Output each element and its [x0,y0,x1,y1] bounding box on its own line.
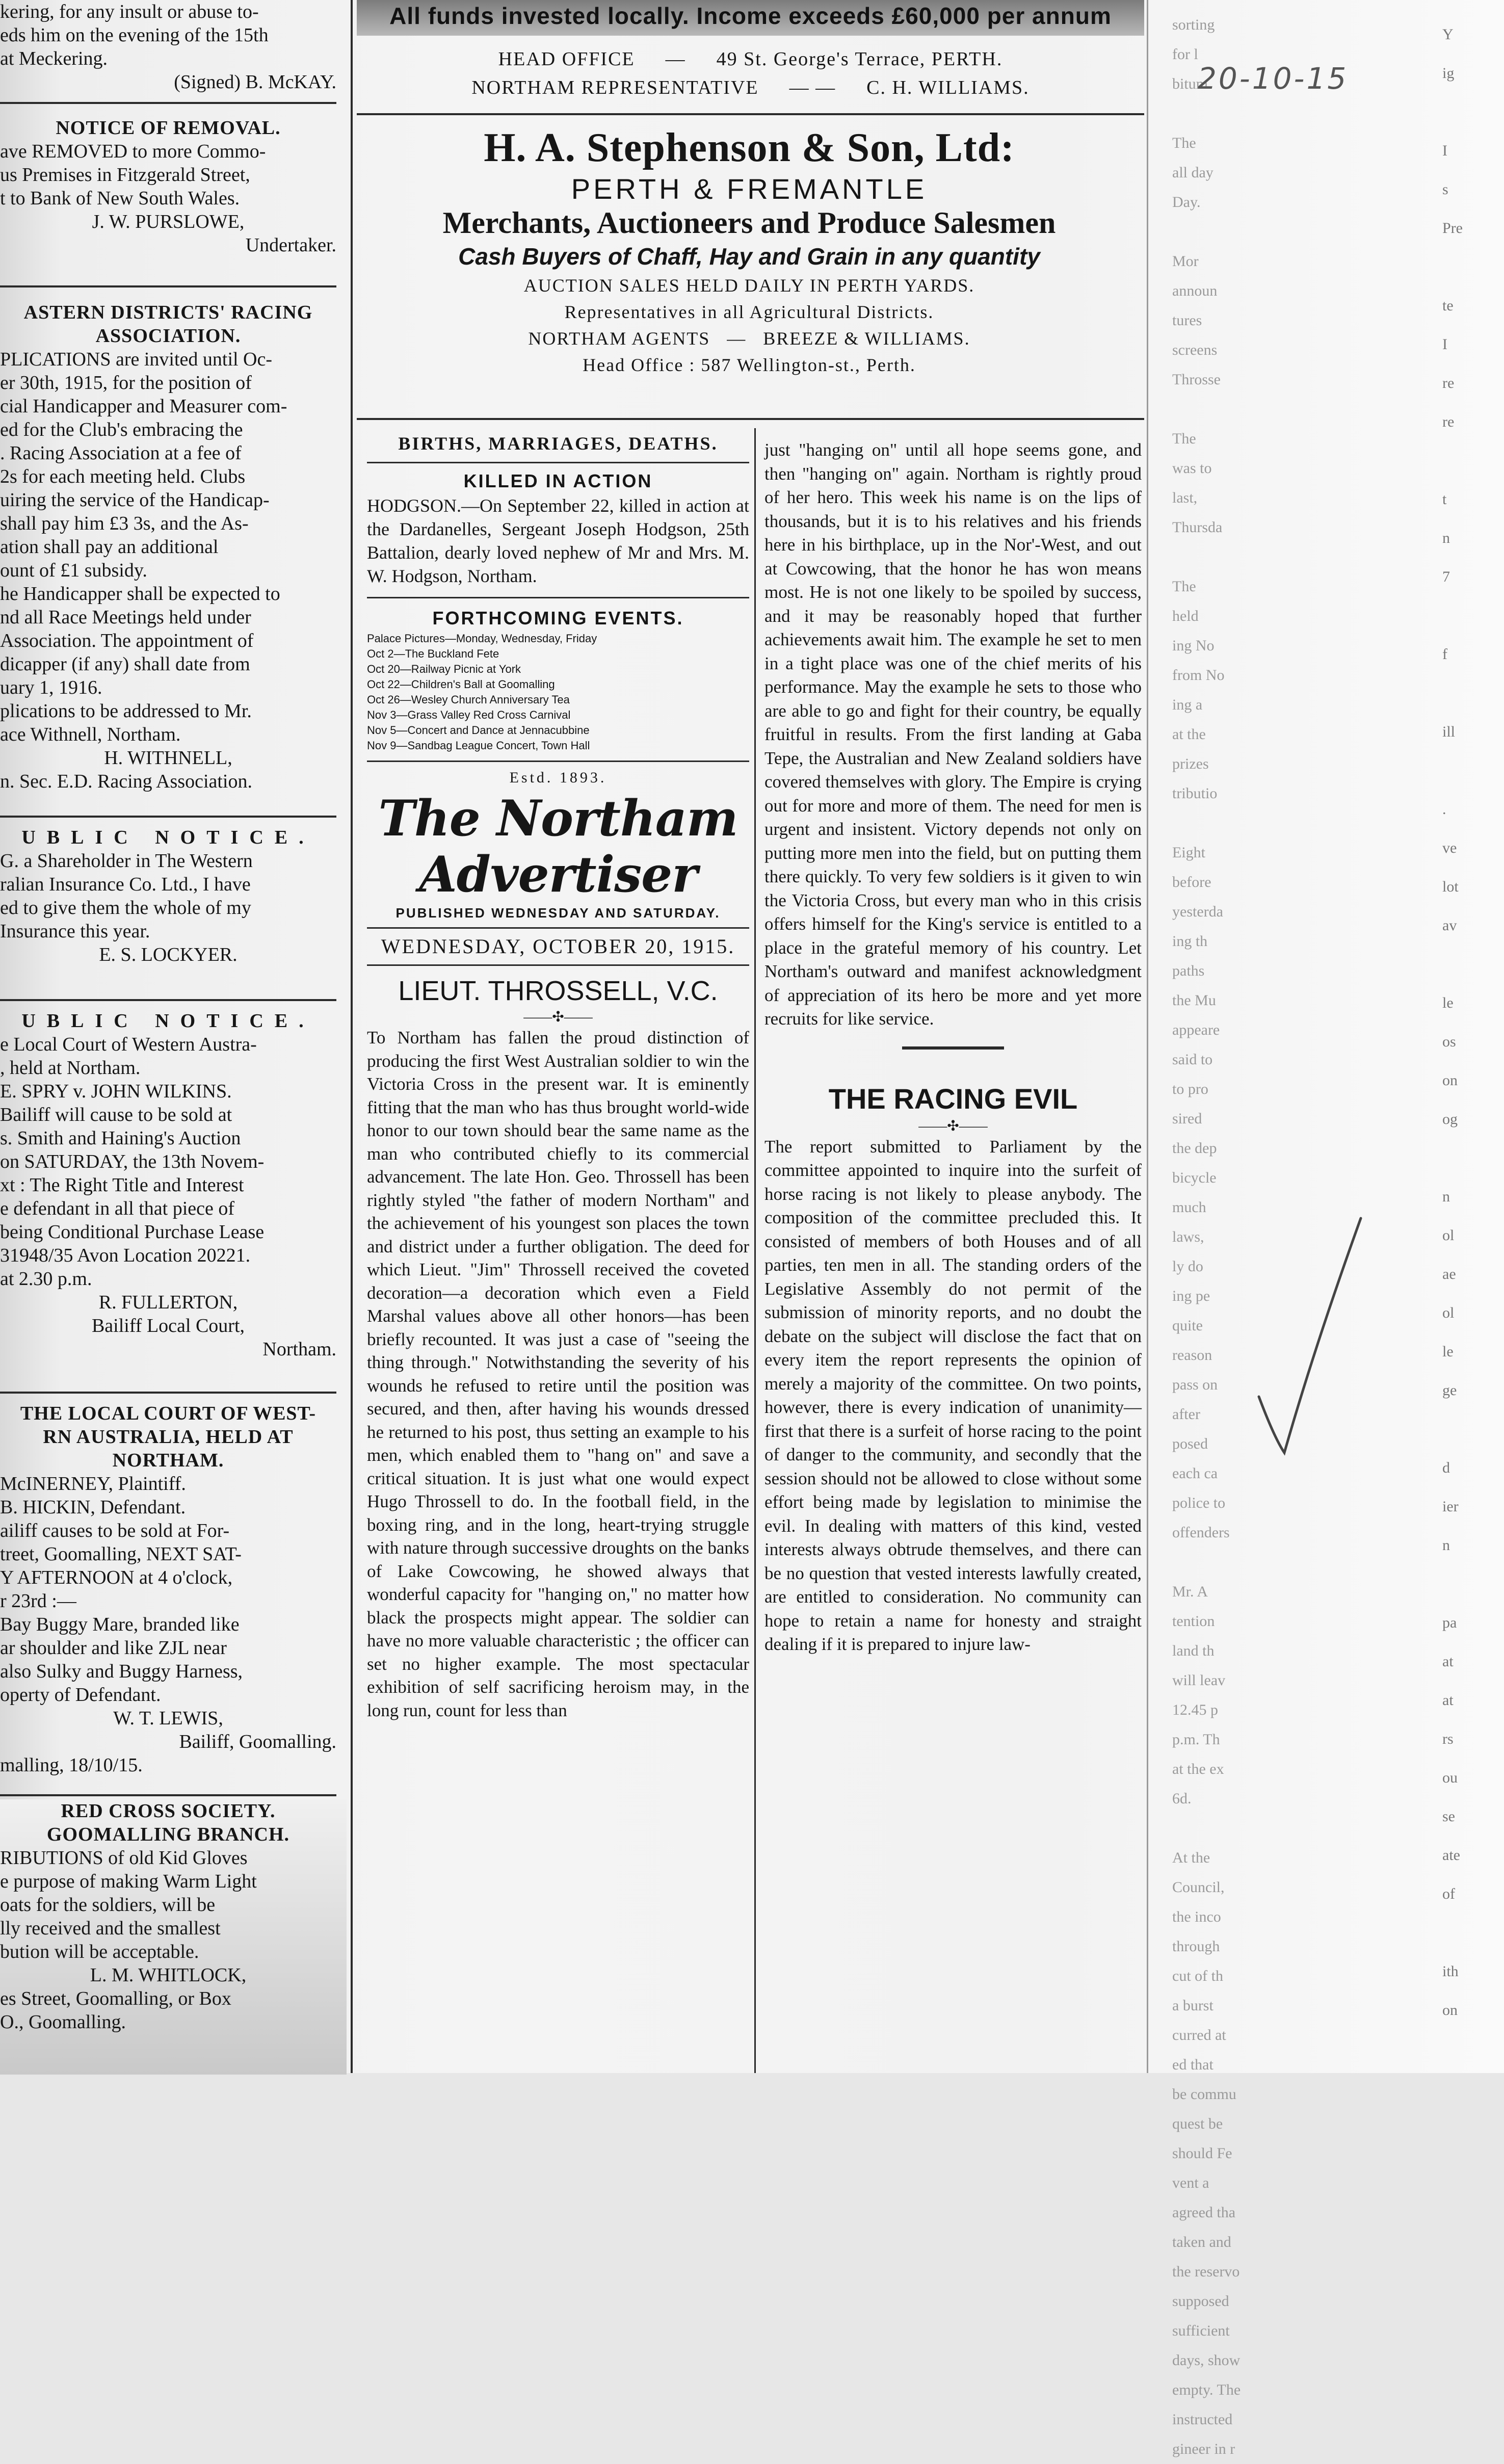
article-continued: just "hanging on" until all hope seems gone, and then "hanging on" again. Northam is rightly proud of her hero. This week his name is on the lips of thousands, but it is to his relatives and his friends here in his birthplace, up in the Nor'-West, and out at Cowcowing, that the honor he has won means most. He is not one likely to be spoiled by success, and it may be reasonably hoped that further achievements await him. The example he set to men in a tight place was one of the chief merits of his performance. May the example he sets to those who are able to go and fight for their country, be equally fruitful in results. From the first landing at Gaba Tepe, the Australian and New Zealand soldiers have covered themselves with glory. The Empire is crying out for more and more of them. The need for men is urgent and insistent. Victory depends not only on putting more men into the field, but on putting them there quickly. To very few soldiers is it given to win the Victoria Cross, but every man who in this crisis offers himself for the King's service is entitled to a place in the grateful memory of his country. Let Northam's outward and manifest acknowledgment of appreciation of its hero be more and yet more recruits for like service. [764,440,1142,1029]
faint-text-line: prizes [1172,755,1209,772]
faint-text-line: reason [1172,1347,1212,1364]
text-line: ailiff causes to be sold at For- [0,1520,230,1541]
faint-text-line: held [1172,608,1199,624]
faint-text-line: tributio [1172,785,1218,802]
faint-text-line: taken and [1172,2234,1231,2250]
edge-text-line: ou [1442,1769,1458,1786]
section-subtitle: KILLED IN ACTION [463,470,653,491]
signature: W. T. LEWIS, [113,1708,223,1729]
faint-text-line: after [1172,1406,1200,1423]
text-line: G. a Shareholder in The Western [0,850,253,872]
faint-text-line [1172,1814,1284,1843]
edge-text-line: 7 [1442,568,1450,585]
faint-text-line [1172,1548,1284,1577]
text-line: he Handicapper shall be expected to [0,583,280,605]
ornament-icon: ——✣—— [918,1118,988,1134]
faint-text-line: said to [1172,1051,1213,1068]
faint-text-line: paths [1172,962,1205,979]
text-line: ation shall pay an additional [0,536,219,558]
faint-text-line [1172,808,1284,838]
faint-text-line: was to [1172,460,1212,477]
text-line: at 2.30 p.m. [0,1268,92,1290]
text-line: B. HICKIN, Defendant. [0,1497,186,1518]
signature: R. FULLERTON, [98,1292,238,1313]
text-line: treet, Goomalling, NEXT SAT- [0,1543,242,1565]
text-line: ave REMOVED to more Commo- [0,141,266,162]
auction-line: AUCTION SALES HELD DAILY IN PERTH YARDS. [523,275,975,296]
notice-heading: NOTICE OF REMOVAL. [56,117,281,139]
masthead-estd: Estd. 1893. [509,769,607,786]
faint-text-line: each ca [1172,1465,1218,1482]
office-address: 49 St. George's Terrace, PERTH. [716,48,1003,70]
text-line: lly received and the smallest [0,1918,221,1939]
text-line: McINERNEY, Plaintiff. [0,1473,186,1495]
middle-left-subcolumn [367,428,749,1722]
divider [367,462,749,463]
text-line: es Street, Goomalling, or Box [0,1988,231,2009]
edge-text-line: Pre [1442,220,1463,237]
divider [367,597,749,598]
edge-text-line: at [1442,1692,1454,1709]
text-line: s. Smith and Haining's Auction [0,1128,241,1149]
rep-dash: — — [789,77,836,98]
edge-text-line [1442,945,1493,984]
text-line: E. SPRY v. JOHN WILKINS. [0,1081,232,1102]
text-line: dicapper (if any) shall date from [0,653,250,675]
divider [357,418,1144,420]
text-line: ralian Insurance Co. Ltd., I have [0,874,251,895]
rep-row [357,73,1144,102]
section-title: BIRTHS, MARRIAGES, DEATHS. [398,433,718,454]
text-line: kering, for any insult or abuse to- [0,1,259,22]
faint-text-line: supposed [1172,2293,1229,2310]
signature: H. WITHNELL, [104,747,232,769]
faint-text-line: be commu [1172,2086,1236,2103]
text-line: RIBUTIONS of old Kid Gloves [0,1847,248,1869]
notice-heading: GOOMALLING BRANCH. [46,1824,290,1845]
edge-text-line: n [1442,530,1450,546]
faint-text-line: posed [1172,1435,1208,1452]
divider [367,761,749,762]
edge-text-line: re [1442,413,1455,430]
faint-text-line: ing a [1172,696,1203,713]
text-line: er 30th, 1915, for the position of [0,372,252,394]
edge-text-line [1442,248,1493,286]
column-rule [1147,0,1148,2073]
faint-text-line: ly do [1172,1258,1203,1275]
text-line: ace Withnell, Northam. [0,724,181,745]
faint-text-line: The [1172,430,1196,447]
faint-text-line [1172,395,1284,424]
text-line: Association. The appointment of [0,630,254,651]
article-title: THE RACING EVIL [828,1082,1078,1115]
edge-text-line: s [1442,181,1448,198]
office-dash: — [665,48,686,70]
edge-text-line: le [1442,1343,1454,1360]
text-line: us Premises in Fitzgerald Street, [0,164,250,186]
faint-text-line: land th [1172,1642,1215,1659]
signature: J. W. PURSLOWE, [92,211,245,232]
text-line: also Sulky and Buggy Harness, [0,1661,243,1682]
faint-text-line: the reservo [1172,2263,1240,2280]
faint-text-line: quest be [1172,2115,1223,2132]
faint-text-line: At the [1172,1849,1210,1866]
text-line: PLICATIONS are invited until Oc- [0,349,273,370]
faint-text-line: much [1172,1199,1206,1216]
faint-text-line: bicycle [1172,1169,1217,1186]
notice-heading: ASSOCIATION. [95,325,241,347]
rep-name: C. H. WILLIAMS. [866,77,1030,98]
faint-text-line: should Fe [1172,2145,1232,2162]
faint-text-line: at the ex [1172,1761,1224,1777]
office-row [357,45,1144,73]
handwritten-date: 20-10-15 [1198,61,1349,96]
text-line: . Racing Association at a fee of [0,442,242,464]
text-line: ed to give them the whole of my [0,897,251,919]
faint-text-line: p.m. Th [1172,1731,1220,1748]
faint-text-line: Eight [1172,844,1205,861]
divider [367,927,749,929]
faint-text-line: curred at [1172,2027,1226,2043]
event-item: Oct 20—Railway Picnic at York [367,663,521,675]
edge-text-line: av [1442,917,1457,934]
text-line: Bay Buggy Mare, branded like [0,1614,240,1635]
faint-text-line: instructed [1172,2411,1233,2428]
text-line: 31948/35 Avon Location 20221. [0,1245,251,1266]
edge-text-line: on [1442,2002,1458,2019]
firm-buyers: Cash Buyers of Chaff, Hay and Grain in any quantity [458,243,1040,270]
notice-heading: THE LOCAL COURT OF WEST- [20,1403,316,1424]
text-line: , held at Northam. [0,1057,141,1079]
faint-text-line: tures [1172,312,1202,329]
edge-text-line: le [1442,994,1454,1011]
faint-text-line: from No [1172,667,1225,684]
local-court-notice [0,1402,347,1777]
middle-column [357,0,1144,2073]
edge-text-line: n [1442,1537,1450,1554]
edge-text-line: ve [1442,840,1457,856]
agents-name: BREEZE & WILLIAMS. [763,328,970,349]
text-line: cial Handicapper and Measurer com- [0,396,287,417]
faint-text-line: offenders [1172,1524,1230,1541]
edge-text-line [1442,1410,1493,1449]
edge-text-line [1442,1565,1493,1604]
faint-text-line [1172,542,1284,572]
edge-text-line: of [1442,1885,1455,1902]
edge-text-line [1442,441,1493,480]
faint-text-line: agreed tha [1172,2204,1236,2221]
text-line: shall pay him £3 3s, and the As- [0,513,249,534]
edge-text-line [1442,674,1493,713]
faint-text-line: vent a [1172,2174,1209,2191]
faint-text-line: ing No [1172,637,1215,654]
faint-text-line: The [1172,578,1196,595]
text-line: at Meckering. [0,48,108,69]
masthead-published: PUBLISHED WEDNESDAY AND SATURDAY. [395,905,721,921]
faint-text-line: ing th [1172,933,1208,950]
insult-notice [0,0,347,94]
edge-text-line: ae [1442,1266,1456,1282]
agents-dash: — [716,328,758,349]
agents-line [367,325,1131,352]
edge-text-line: d [1442,1459,1450,1476]
notice-date: malling, 18/10/15. [0,1754,143,1776]
signature: E. S. LOCKYER. [99,944,238,965]
faint-text-line: Thursda [1172,519,1223,536]
faint-text-line: 6d. [1172,1790,1192,1807]
text-line: ount of £1 subsidy. [0,560,147,581]
masthead [367,765,749,966]
edge-text-line: ge [1442,1382,1457,1399]
left-column [0,0,347,2073]
edge-text-line: lot [1442,878,1459,895]
faint-text-line: yesterda [1172,903,1223,920]
death-notice: HODGSON.—On September 22, killed in action at the Dardanelles, Sergeant Joseph Hodgson, 25th Battalion, dearly loved nephew of Mr and Mrs. M. W. Hodgson, Northam. [367,495,749,586]
divider [0,285,336,287]
firm-cities: PERTH & FREMANTLE [571,173,928,205]
firm-trade: Merchants, Auctioneers and Produce Salesmen [442,206,1056,240]
faint-text-line: Council, [1172,1879,1225,1896]
edge-text-line: on [1442,1072,1458,1089]
faint-text-line: Day. [1172,194,1201,211]
faint-text-line: tention [1172,1613,1215,1630]
faint-text-line: before [1172,874,1211,890]
faint-text-line: sorting [1172,16,1215,33]
notice-heading: ASTERN DISTRICTS' RACING [23,302,313,323]
faint-text-line: appeare [1172,1021,1220,1038]
faint-text-line: the Mu [1172,992,1216,1009]
text-line: nd all Race Meetings held under [0,607,251,628]
head-office-line: Head Office : 587 Wellington-st., Perth. [583,355,916,375]
edge-text-list [1442,15,1493,2030]
divider [0,999,336,1001]
middle-right-subcolumn [764,438,1142,1657]
firm-name: H. A. Stephenson & Son, Ltd: [484,125,1015,170]
text-line: xt : The Right Title and Interest [0,1174,244,1196]
notice-heading: RN AUSTRALIA, HELD AT [43,1426,294,1448]
faint-text-line: cut of th [1172,1968,1223,1984]
event-item: Oct 22—Children's Ball at Goomalling [367,678,555,691]
faint-text-line: the inco [1172,1908,1221,1925]
edge-text-line: og [1442,1111,1458,1128]
edge-text-line [1442,751,1493,790]
signature-place: Northam. [262,1339,336,1360]
text-line: bution will be acceptable. [0,1941,199,1962]
edge-text-line: se [1442,1808,1455,1825]
edge-text-line: I [1442,336,1447,353]
faint-text-line: last, [1172,489,1198,506]
edge-text-line: rs [1442,1731,1454,1747]
text-line: Y AFTERNOON at 4 o'clock, [0,1567,233,1588]
edge-text-line: ill [1442,723,1456,740]
column-rule [351,0,353,2073]
edge-text-line: t [1442,491,1447,508]
events-list [367,631,749,753]
edge-text-line: ol [1442,1304,1455,1321]
ornament-icon: ——✣—— [523,1009,593,1025]
event-item: Nov 9—Sandbag League Concert, Town Hall [367,739,590,752]
signature-role: Bailiff, Goomalling. [179,1731,336,1752]
faint-text-line: 12.45 p [1172,1701,1218,1718]
edge-text-line: pa [1442,1614,1457,1631]
edge-text-line: n [1442,1188,1450,1205]
event-item: Nov 3—Grass Valley Red Cross Carnival [367,709,571,721]
edge-text-line [1442,596,1493,635]
faint-text-line: the dep [1172,1140,1217,1157]
edge-text-line: Y [1442,26,1454,43]
removal-notice [0,116,347,257]
divider [0,816,336,818]
faint-text-line [1172,217,1284,247]
text-line: on SATURDAY, the 13th Novem- [0,1151,265,1172]
faint-text-line: through [1172,1938,1220,1955]
faint-text-line: days, show [1172,2352,1241,2369]
reps-line: Representatives in all Agricultural Districts. [564,302,934,322]
notice-heading: RED CROSS SOCIETY. [61,1800,276,1822]
article-body: The report submitted to Parliament by the committee appointed to inquire into the surfeit of horse racing is not likely to please anybody. The composition of the committee precluded this. It consisted of members of both Houses and of all parties, ten men in all. The standing orders of the Legislative Assembly do not permit of the submission of minority reports, and no doubt the debate on the subject will disclose the fact that on every item the report represents the opinion of merely a majority of the committee. On two points, however, there is every indication of unanimity—first that there is a surfeit of horse racing to the point of danger to the community, and secondly that the session should not be allowed to close without some effort being made by legislation to minimise the evil. In dealing with matters of this kind, vested interests always obtrude themselves, and there can be no question that vested interests lawfully created, are entitled to consideration. No community can hope to retain a name for honesty and straight dealing if it is prepared to injure law- [764,1136,1142,1654]
notice-heading: UBLIC NOTICE. [21,1010,315,1032]
text-line: 2s for each meeting held. Clubs [0,466,246,487]
column-rule [754,428,756,2073]
masthead-title: The Northam Advertiser [378,790,738,903]
text-line: plications to be addressed to Mr. [0,700,252,722]
edge-text-line: ith [1442,1963,1459,1980]
edge-text-line: ier [1442,1498,1459,1515]
stephenson-advertisement [367,122,1131,378]
divider [367,964,749,966]
notice-heading: UBLIC NOTICE. [21,827,315,848]
edge-text-line: te [1442,297,1454,314]
divider [902,1046,1004,1050]
text-line: r 23rd :— [0,1590,76,1612]
faint-text-line: announ [1172,282,1218,299]
insurance-header [357,0,1144,102]
red-cross-notice [0,1799,347,2075]
faint-text-line: empty. The [1172,2381,1241,2398]
faint-text-line: to pro [1172,1081,1208,1097]
faint-text-line: gineer in r [1172,2441,1235,2457]
signature: (Signed) B. McKAY. [174,71,336,93]
faint-text-line: will leav [1172,1672,1226,1689]
faint-text-line: pass on [1172,1376,1218,1393]
racing-association-notice [0,301,347,793]
banner: All funds invested locally. Income exceeds £60,000 per annum [357,0,1144,36]
faint-text-line: laws, [1172,1228,1204,1245]
event-item: Nov 5—Concert and Dance at Jennacubbine [367,724,590,737]
section-title: FORTHCOMING EVENTS. [432,608,684,628]
text-line: O., Goomalling. [0,2011,126,2033]
checkmark-icon [1254,1213,1366,1458]
faint-text-line: police to [1172,1495,1226,1511]
edge-text-line: I [1442,142,1447,159]
divider [357,113,1144,115]
event-item: Oct 26—Wesley Church Anniversary Tea [367,693,570,706]
divider [0,1794,336,1796]
divider [0,102,336,104]
faint-text-line: Mor [1172,253,1199,270]
article-body: To Northam has fallen the proud distinction of producing the first West Australian soldier to win the Victoria Cross in the present war. It is eminently fitting that the man who has thus brought world-wide honor to our town should bear the same name as the man who contributed chiefly to its commercial advancement. The late Hon. Geo. Throssell has been rightly styled "the father of modern Northam" and the achievement of his youngest son places the town and district under a further obligation. The deed for which Lieut. "Jim" Throssell received the coveted decoration—a decoration which even a Field Marshal values above all other honors—has been briefly recounted. It was just a case of "seeing the thing through." Notwithstanding the severity of his wounds he refused to retire until the position was secured, and then, after having his wounds dressed he returned to his post, thus setting an example to his men, which enabled them to "hang on" and save a critical situation. It is just what one would expect Hugo Throssell to do. In the football field, in the boxing ring, and in the long, heart-trying struggle with nature through successive droughts on the banks of Lake Cowcowing, he showed always that wonderful capacity for "hanging on," no matter how black the prospects might appear. The soldier can have no more valuable characteristic ; the officer can set no higher example. The most spectacular exhibition of self sacrificing heroism may, in the long run, count for less than [367,1028,749,1720]
text-line: eds him on the evening of the 15th [0,24,269,46]
edge-text-line [1442,93,1493,132]
signature-role: Undertaker. [245,234,336,256]
faint-text-line: quite [1172,1317,1203,1334]
edge-text-line: at [1442,1653,1454,1670]
office-info [357,45,1144,102]
text-line: e purpose of making Warm Light [0,1871,257,1892]
event-item: Oct 2—The Buckland Fete [367,647,499,660]
edge-text-line: re [1442,375,1455,391]
signature: L. M. WHITLOCK, [90,1964,247,1986]
edge-text-line: ig [1442,65,1455,82]
edge-text-line [1442,1139,1493,1177]
divider [0,1392,336,1394]
faint-text-line: sired [1172,1110,1202,1127]
faint-text-line: a burst [1172,1997,1213,2014]
edge-text-line: ol [1442,1227,1455,1244]
faint-text-line: at the [1172,726,1206,743]
text-line: uiring the service of the Handicap- [0,489,270,511]
text-line: being Conditional Purchase Lease [0,1221,265,1243]
edge-text-line: ate [1442,1847,1460,1864]
faint-text-line: ing pe [1172,1288,1210,1304]
faint-text-line: all day [1172,164,1213,181]
edge-text-line: os [1442,1033,1456,1050]
faint-text-line: Mr. A [1172,1583,1208,1600]
right-faint-column [1152,0,1503,2457]
faint-text-line [1172,99,1284,128]
faint-text-line: Throsse [1172,371,1221,388]
text-line: ed for the Club's embracing the [0,419,243,440]
signature-role: n. Sec. E.D. Racing Association. [0,771,252,792]
edge-text-line: f [1442,646,1447,663]
office-label: HEAD OFFICE [498,48,635,70]
article-title: LIEUT. THROSSELL, V.C. [398,976,718,1006]
public-notice-2 [0,1009,347,1361]
agents-label: NORTHAM AGENTS [528,328,710,349]
faint-text-line: screens [1172,342,1218,358]
text-line: operty of Defendant. [0,1684,161,1706]
faint-text-line: ed that [1172,2056,1213,2073]
notice-heading: NORTHAM. [112,1450,224,1471]
signature-role: Bailiff Local Court, [91,1315,245,1336]
text-line: oats for the soldiers, will be [0,1894,216,1916]
text-line: e Local Court of Western Austra- [0,1034,257,1055]
text-line: t to Bank of New South Wales. [0,188,240,209]
rep-label: NORTHAM REPRESENTATIVE [471,77,759,98]
text-line: e defendant in all that piece of [0,1198,235,1219]
edge-text-line [1442,1913,1493,1952]
faint-text-line: The [1172,135,1196,151]
text-line: uary 1, 1916. [0,677,102,698]
faint-text-line: bitum [1172,75,1208,92]
public-notice-1 [0,826,347,966]
text-line: Insurance this year. [0,921,150,942]
faint-text-line: sufficient [1172,2322,1230,2339]
text-line: Bailiff will cause to be sold at [0,1104,232,1125]
edge-text-line: . [1442,801,1446,818]
event-item: Palace Pictures—Monday, Wednesday, Friday [367,632,597,645]
issue-date: WEDNESDAY, OCTOBER 20, 1915. [381,935,735,958]
text-line: ar shoulder and like ZJL near [0,1637,227,1659]
faint-text-line: for l [1172,46,1198,63]
